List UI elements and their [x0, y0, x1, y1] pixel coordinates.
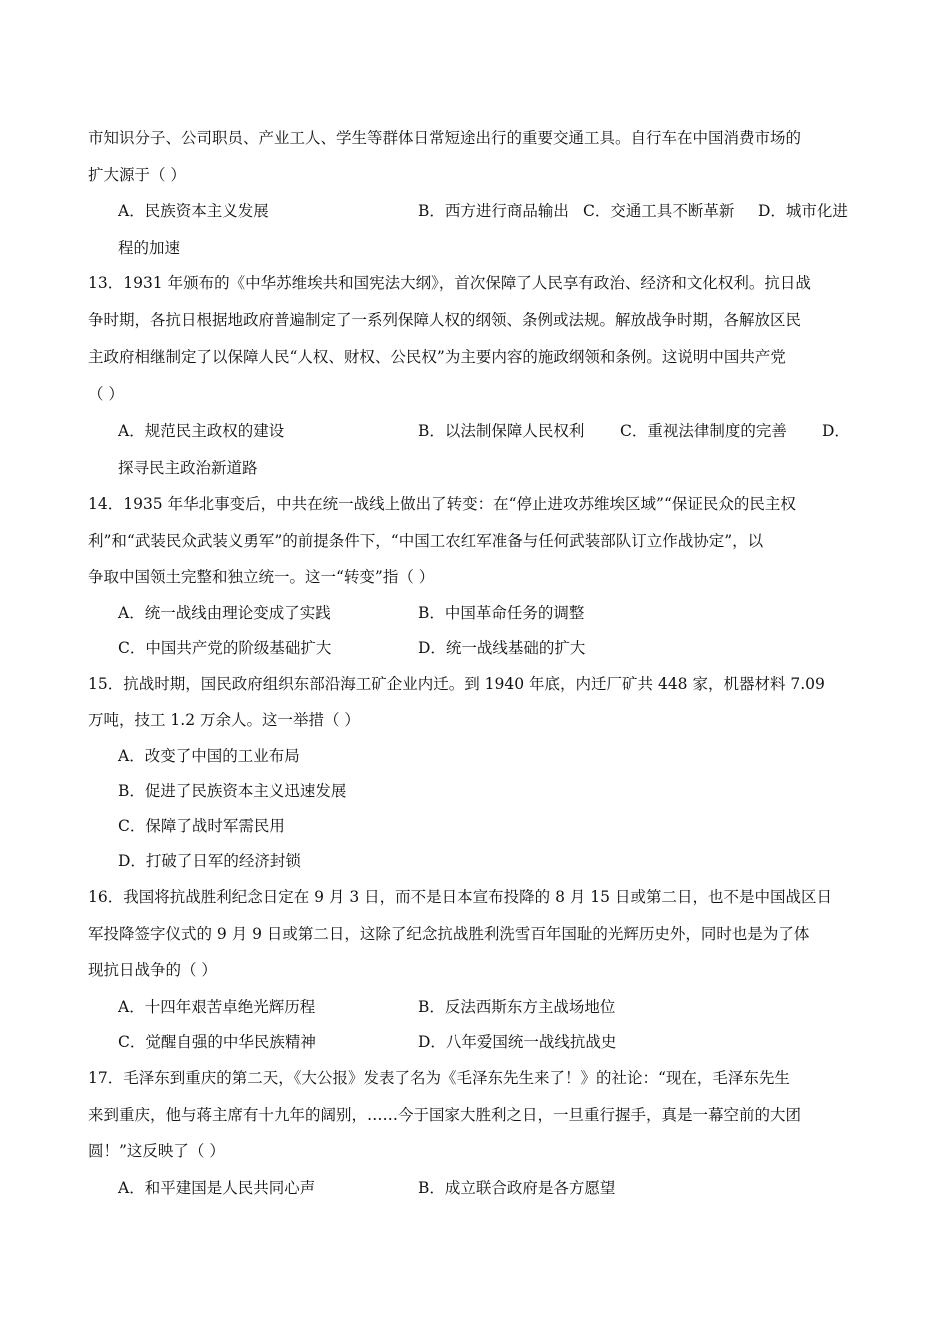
question-12-option-d-continued: 程的加速 — [118, 239, 181, 257]
question-16-option-d[interactable]: D．八年爱国统一战线抗战史 — [418, 1033, 617, 1051]
question-13-stem-line-1: 13．1931 年颁布的《中华苏维埃共和国宪法大纲》，首次保障了人民享有政治、经济和文化权利。抗日战 — [88, 274, 811, 292]
question-15-option-c[interactable]: C．保障了战时军需民用 — [118, 817, 285, 835]
question-16-stem-line-3: 现抗日战争的（ ） — [88, 961, 217, 979]
question-14-stem-line-3: 争取中国领土完整和独立统一。这一“转变”指（ ） — [88, 568, 435, 586]
question-14-option-b[interactable]: B．中国革命任务的调整 — [418, 604, 585, 622]
question-13-option-c[interactable]: C．重视法律制度的完善 — [620, 422, 787, 440]
question-13-option-a[interactable]: A．规范民主政权的建设 — [118, 422, 285, 440]
question-14-option-a[interactable]: A．统一战线由理论变成了实践 — [118, 604, 331, 622]
question-14-option-d[interactable]: D．统一战线基础的扩大 — [418, 639, 586, 657]
question-15-option-d[interactable]: D．打破了日军的经济封锁 — [118, 852, 301, 870]
question-16-option-b[interactable]: B．反法西斯东方主战场地位 — [418, 998, 616, 1016]
question-12-option-b[interactable]: B．西方进行商品输出 — [418, 202, 569, 220]
question-17-stem-line-3: 圆！”这反映了（ ） — [88, 1142, 225, 1160]
question-13-stem-line-3: 主政府相继制定了以保障人民“人权、财权、公民权”为主要内容的施政纲领和条例。这说明中国共产党 — [88, 348, 786, 366]
question-17-option-a[interactable]: A．和平建国是人民共同心声 — [118, 1179, 316, 1197]
question-15-option-a[interactable]: A．改变了中国的工业布局 — [118, 747, 300, 765]
question-14-stem-line-1: 14．1935 年华北事变后，中共在统一战线上做出了转变：在“停止进攻苏维埃区域”“保证民众的民主权 — [88, 495, 796, 513]
question-13-stem-line-2: 争时期，各抗日根据地政府普遍制定了一系列保障人权的纲领、条例或法规。解放战争时期，各解放区民 — [88, 311, 802, 329]
question-15-stem-line-1: 15．抗战时期，国民政府组织东部沿海工矿企业内迁。到 1940 年底，内迁厂矿共 448 家，机器材料 7.09 — [88, 675, 825, 693]
question-16-stem-line-2: 军投降签字仪式的 9 月 9 日或第二日，这除了纪念抗战胜利洗雪百年国耻的光辉历史外，同时也是为了体 — [88, 925, 810, 943]
question-17-option-b[interactable]: B．成立联合政府是各方愿望 — [418, 1179, 616, 1197]
question-16-option-c[interactable]: C．觉醒自强的中华民族精神 — [118, 1033, 316, 1051]
question-12-option-a[interactable]: A．民族资本主义发展 — [118, 202, 269, 220]
question-13-option-d-continued: 探寻民主政治新道路 — [118, 459, 258, 477]
question-16-stem-line-1: 16．我国将抗战胜利纪念日定在 9 月 3 日，而不是日本宣布投降的 8 月 15 日或第二日，也不是中国战区日 — [88, 888, 832, 906]
question-16-option-a[interactable]: A．十四年艰苦卓绝光辉历程 — [118, 998, 316, 1016]
question-15-stem-line-2: 万吨，技工 1.2 万余人。这一举措（ ） — [88, 711, 360, 729]
question-14-option-c[interactable]: C．中国共产党的阶级基础扩大 — [118, 639, 332, 657]
question-17-stem-line-2: 来到重庆，他与蒋主席有十九年的阔别，……今于国家大胜利之日，一旦重行握手，真是一幕空前的大团 — [88, 1106, 802, 1124]
question-12-option-d[interactable]: D．城市化进 — [758, 202, 848, 220]
question-12-option-c[interactable]: C．交通工具不断革新 — [583, 202, 735, 220]
question-13-option-b[interactable]: B．以法制保障人民权利 — [418, 422, 585, 440]
question-13-option-d[interactable]: D． — [822, 422, 850, 440]
question-15-option-b[interactable]: B．促进了民族资本主义迅速发展 — [118, 782, 347, 800]
question-12-stem-line-1: 市知识分子、公司职员、产业工人、学生等群体日常短途出行的重要交通工具。自行车在中国消费市场的 — [88, 129, 802, 147]
question-17-stem-line-1: 17．毛泽东到重庆的第二天，《大公报》发表了名为《毛泽东先生来了！》的社论：“现在，毛泽东先生 — [88, 1069, 790, 1087]
question-14-stem-line-2: 利”和“武装民众武装义勇军”的前提条件下，“中国工农红军准备与任何武装部队订立作战协定”，以 — [88, 532, 764, 550]
question-13-stem-line-4: （ ） — [88, 385, 124, 403]
question-12-stem-line-2: 扩大源于（ ） — [88, 166, 186, 184]
